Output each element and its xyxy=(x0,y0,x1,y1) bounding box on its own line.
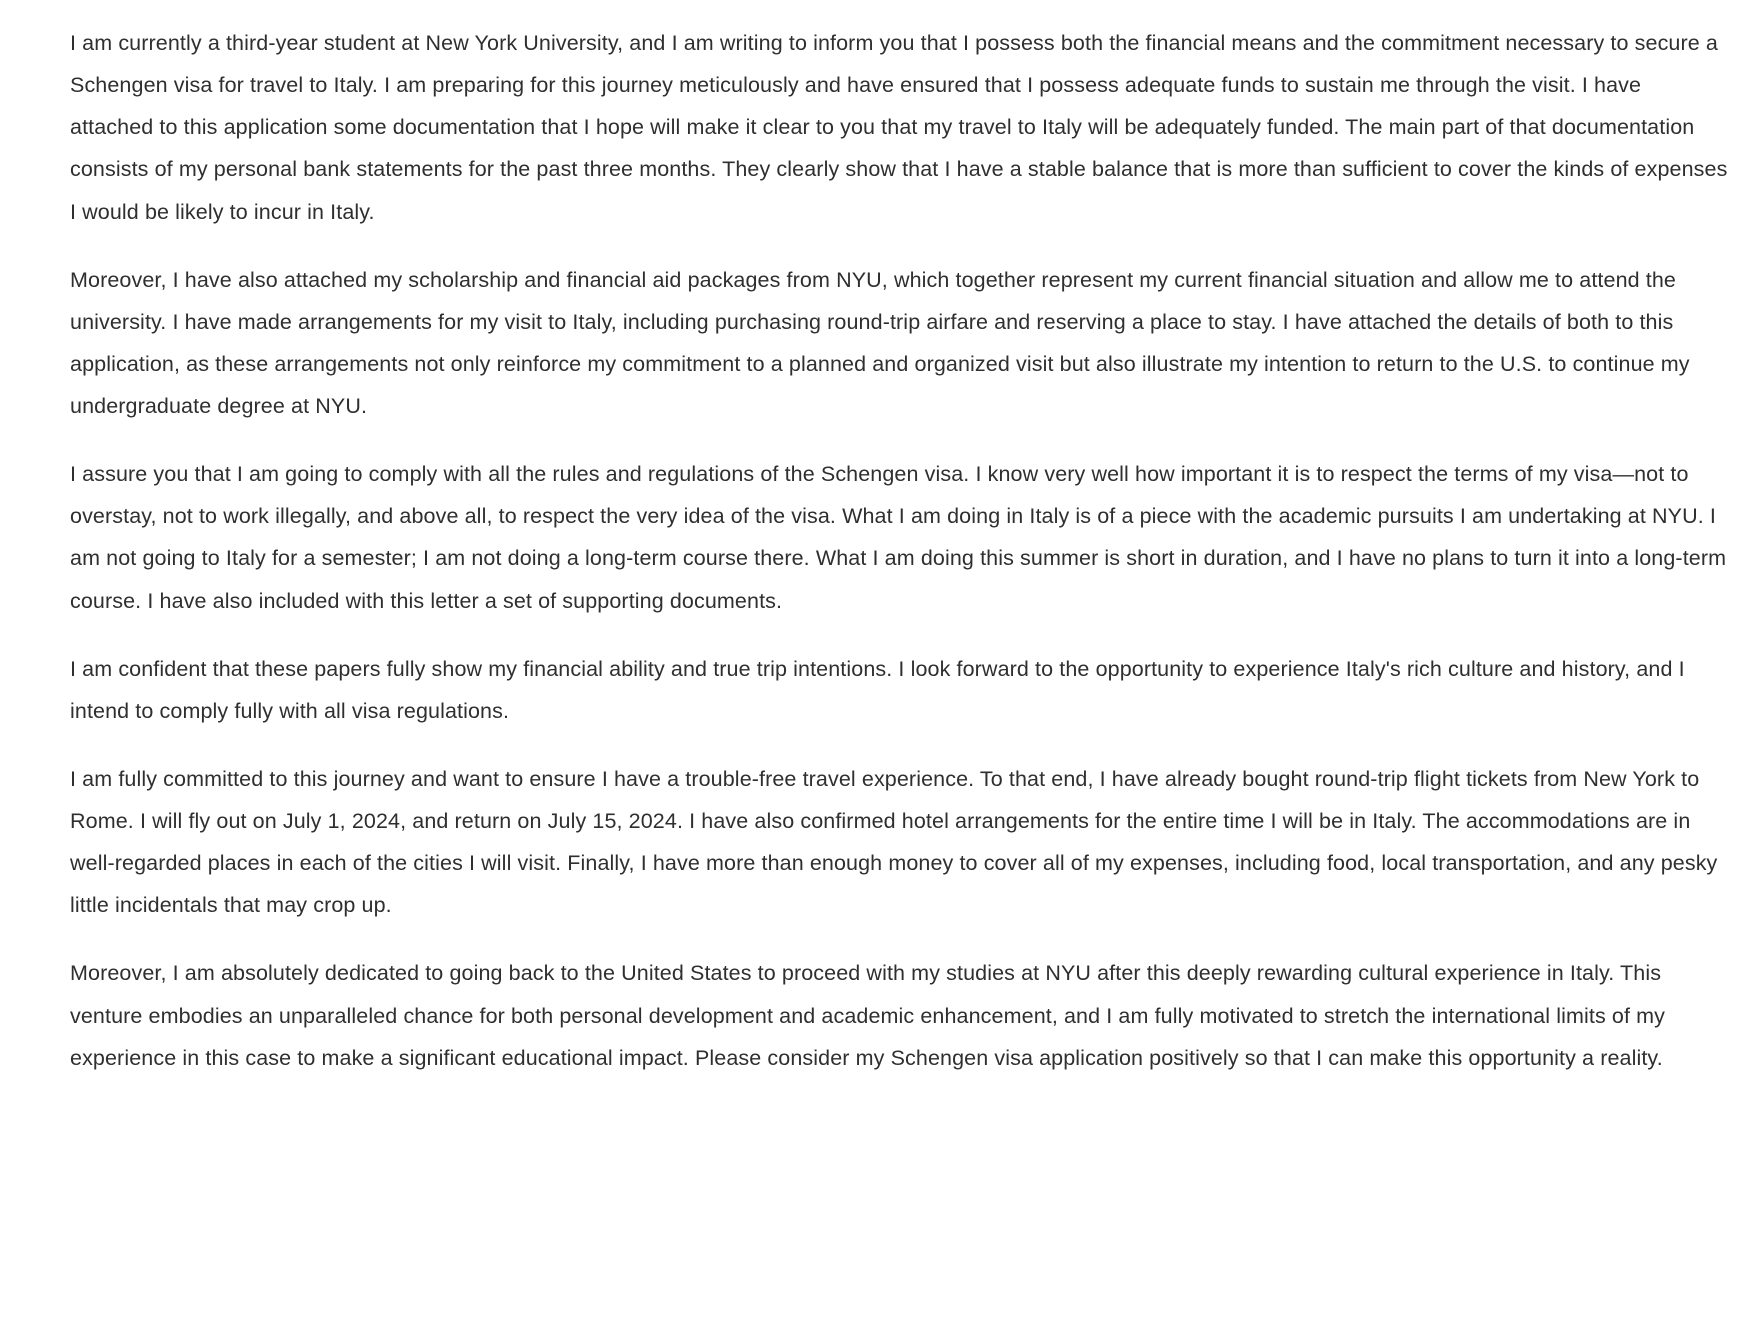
paragraph-4: I am confident that these papers fully show my financial ability and true trip intentions. I look forward to the opportunity to experience Italy's rich culture and history, and I intend to comply fully with all visa regulations. xyxy=(70,656,1685,723)
document-body xyxy=(70,22,1730,1079)
paragraph-3: I assure you that I am going to comply with all the rules and regulations of the Schengen visa. I know very well how important it is to respect the terms of my visa—not to overstay, not to work illegally, and above all, to respect the very idea of the visa. What I am doing in Italy is of a piece with the academic pursuits I am undertaking at NYU. I am not going to Italy for a semester; I am not doing a long-term course there. What I am doing this summer is short in duration, and I have no plans to turn it into a long-term course. I have also included with this letter a set of supporting documents. xyxy=(70,462,1727,613)
paragraph-6: Moreover, I am absolutely dedicated to going back to the United States to proceed with my studies at NYU after this deeply rewarding cultural experience in Italy. This venture embodies an unparalleled chance for both personal development and academic enhancement, and I am fully motivated to stretch the international limits of my experience in this case to make a significant educational impact. Please consider my Schengen visa application positively so that I can make this opportunity a reality. xyxy=(70,961,1665,1070)
paragraph-5: I am fully committed to this journey and want to ensure I have a trouble-free travel experience. To that end, I have already bought round-trip flight tickets from New York to Rome. I will fly out on July 1, 2024, and return on July 15, 2024. I have also confirmed hotel arrangements for the entire time I will be in Italy. The accommodations are in well-regarded places in each of the cities I will visit. Finally, I have more than enough money to cover all of my expenses, including food, local transportation, and any pesky little incidentals that may crop up. xyxy=(70,766,1718,918)
paragraph-1: I am currently a third-year student at New York University, and I am writing to inform you that I possess both the financial means and the commitment necessary to secure a Schengen visa for travel to Italy. I am preparing for this journey meticulously and have ensured that I possess adequate funds to sustain me through the visit. I have attached to this application some documentation that I hope will make it clear to you that my travel to Italy will be adequately funded. The main part of that documentation consists of my personal bank statements for the past three months. They clearly show that I have a stable balance that is more than sufficient to cover the kinds of expenses I would be likely to incur in Italy. xyxy=(70,31,1728,224)
paragraph-2: Moreover, I have also attached my scholarship and financial aid packages from NYU, which together represent my current financial situation and allow me to attend the university. I have made arrangements for my visit to Italy, including purchasing round-trip airfare and reserving a place to stay. I have attached the details of both to this application, as these arrangements not only reinforce my commitment to a planned and organized visit but also illustrate my intention to return to the U.S. to continue my undergraduate degree at NYU. xyxy=(70,267,1690,418)
